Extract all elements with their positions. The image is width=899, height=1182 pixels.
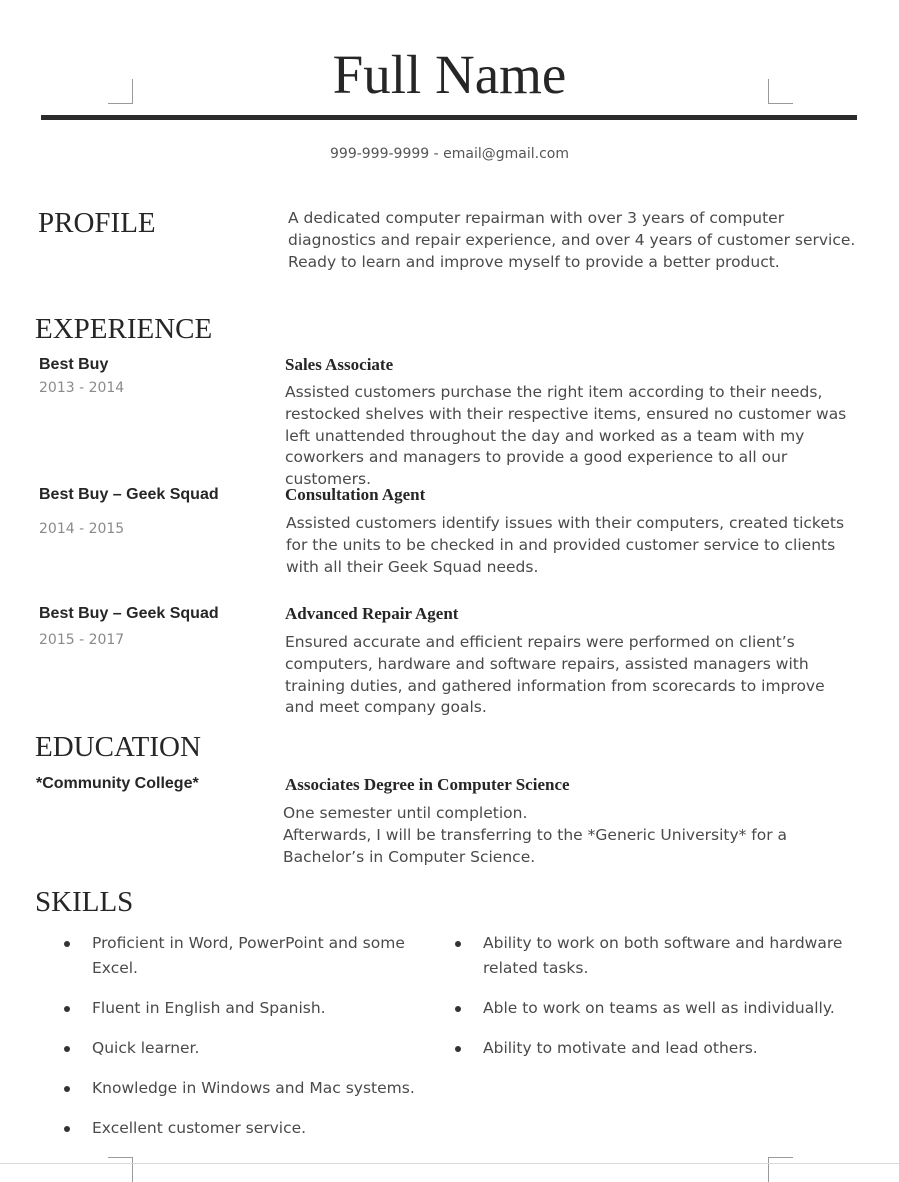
experience-role: Advanced Repair Agent [285, 604, 459, 623]
experience-years: 2015 - 2017 [39, 632, 125, 648]
page-bottom-edge [0, 1163, 899, 1164]
education-plans: Afterwards, I will be transferring to the *Generic University* for a Bachelor’s in Computer Science. [283, 826, 788, 866]
experience-employer: Best Buy – Geek Squad [39, 486, 219, 503]
education-degree: Associates Degree in Computer Science [285, 775, 570, 794]
contact-info: 999-999-9999 - email@gmail.com [330, 146, 569, 162]
education-status: One semester until completion. [283, 804, 528, 822]
experience-description: Assisted customers purchase the right item according to their needs, restocked shelves with their respective items, ensured no customer was left unattended throughout the day and worked as a team with my coworkers and managers to provide a good experience to all our customers. [285, 383, 847, 489]
skill-item: Ability to work on both software and hardware related tasks. [447, 931, 847, 981]
profile-text: A dedicated computer repairman with over 3 years of computer diagnostics and repair experience, and over 4 years of customer service. Ready to learn and improve myself to provide a better product. [288, 209, 856, 271]
skill-item: Quick learner. [56, 1036, 446, 1061]
experience-employer: Best Buy – Geek Squad [39, 605, 219, 622]
profile-heading: PROFILE [38, 207, 156, 239]
skills-heading: SKILLS [35, 886, 134, 918]
experience-years: 2014 - 2015 [39, 521, 125, 537]
experience-employer: Best Buy [39, 356, 109, 373]
skill-item: Knowledge in Windows and Mac systems. [56, 1076, 446, 1101]
education-school: *Community College* [36, 775, 199, 792]
education-heading: EDUCATION [35, 731, 201, 763]
experience-description: Ensured accurate and efficient repairs were performed on client’s computers, hardware and software repairs, assisted managers with training duties, and gathered information from scorecards to improve and meet company goals. [285, 633, 825, 717]
experience-heading: EXPERIENCE [35, 313, 213, 345]
experience-years: 2013 - 2014 [39, 380, 125, 396]
skills-list-left [56, 931, 446, 1141]
experience-description: Assisted customers identify issues with their computers, created tickets for the units to be checked in and provided customer service to clients with all their Geek Squad needs. [286, 514, 845, 576]
experience-role: Sales Associate [285, 355, 394, 374]
skill-item: Excellent customer service. [56, 1116, 446, 1141]
skill-item: Proficient in Word, PowerPoint and some Excel. [56, 931, 446, 981]
header-divider [41, 115, 857, 120]
page-corner-mark-bottom-right [768, 1157, 793, 1182]
skill-item: Ability to motivate and lead others. [447, 1036, 847, 1061]
skill-item: Fluent in English and Spanish. [56, 996, 446, 1021]
page-corner-mark-bottom-left [108, 1157, 133, 1182]
full-name: Full Name [332, 44, 567, 105]
skills-list-right [447, 931, 847, 1061]
skill-item: Able to work on teams as well as individually. [447, 996, 847, 1021]
experience-role: Consultation Agent [285, 485, 426, 504]
